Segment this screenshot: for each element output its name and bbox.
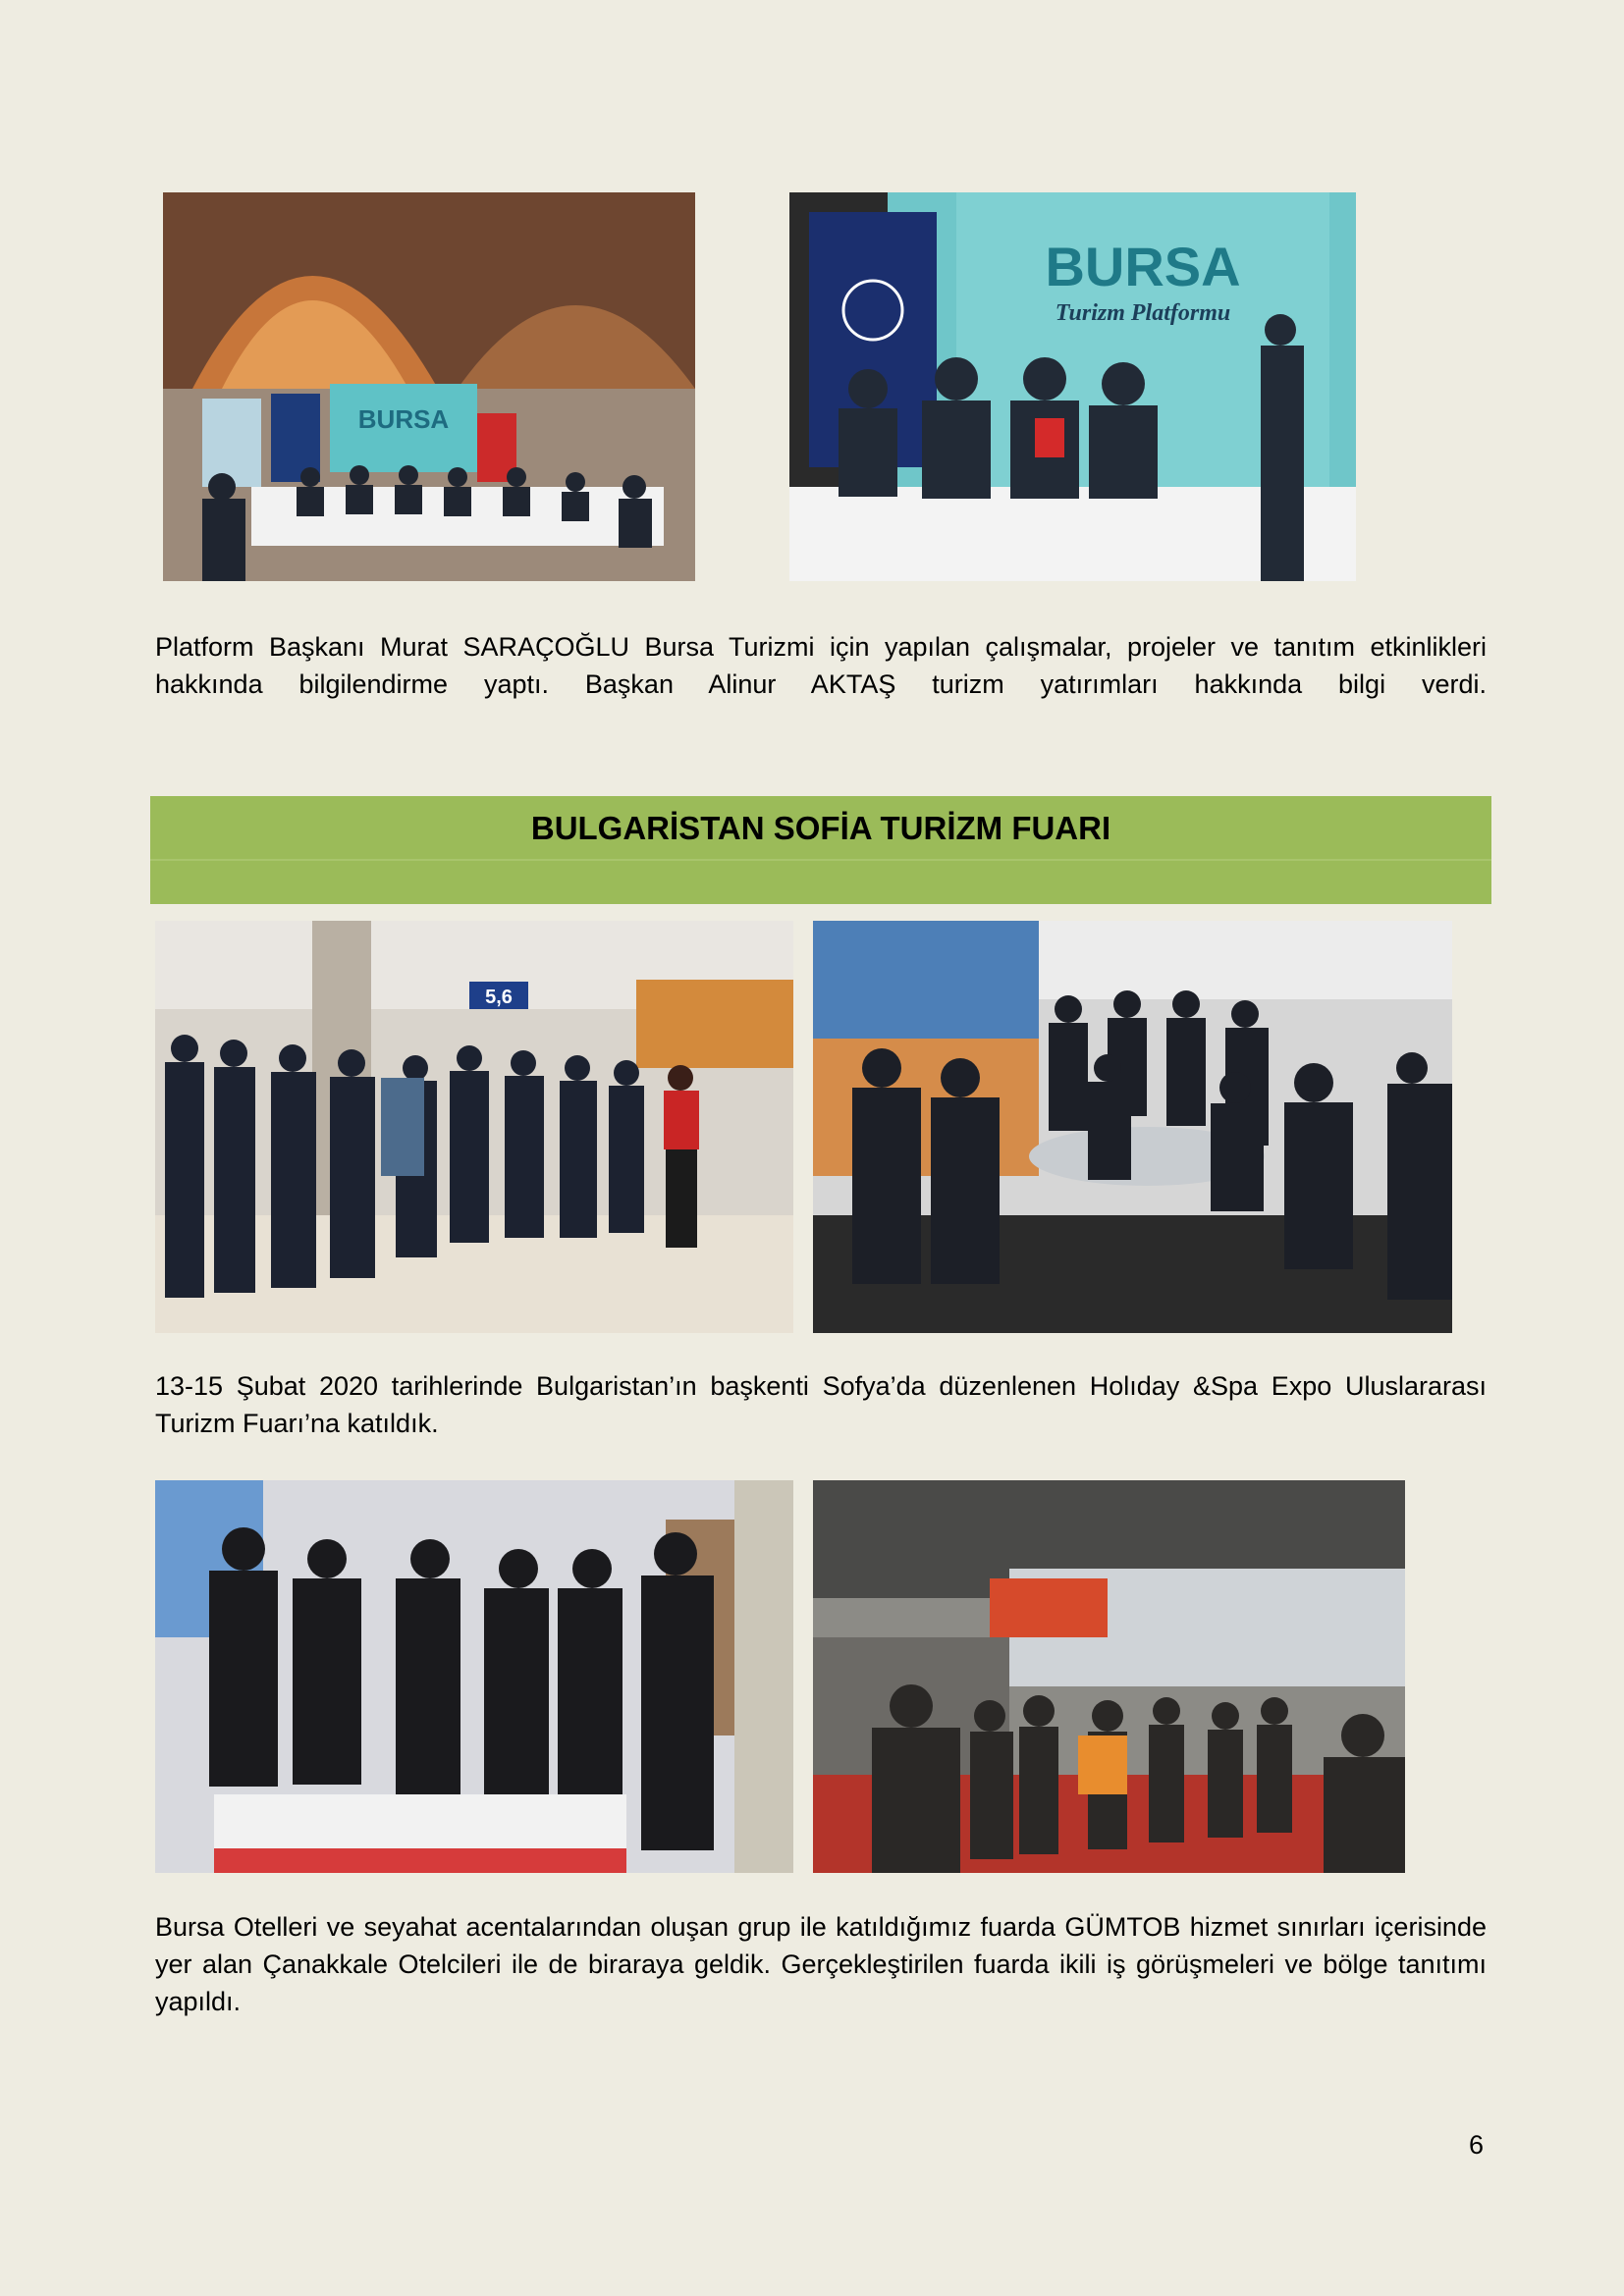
- photo-meeting-hall: [163, 192, 695, 581]
- photo1-logo: BURSA: [357, 404, 450, 434]
- photo3-sign: 5,6: [485, 987, 513, 1008]
- paragraph-sofia-fair: 13-15 Şubat 2020 tarihlerinde Bulgaristan’ın başkenti Sofya’da düzenlenen Holıday &Spa Expo Uluslararası Turizm Fuarı’na katıldık.: [155, 1371, 1487, 1438]
- paragraph-platform-meeting: Platform Başkanı Murat SARAÇOĞLU Bursa Turizmi için yapılan çalışmalar, projeler ve tanıtım etkinlikleri hakkında bilgilendirme yaptı. Başkan Alinur AKTAŞ turizm yatırımları hakkında bilgi verdi.: [155, 632, 1487, 699]
- photo-fair-hall: [813, 1480, 1405, 1873]
- photo-round-table: [813, 921, 1452, 1333]
- photo-speakers-table: [789, 192, 1356, 581]
- photo-group-entrance: [155, 921, 793, 1333]
- section-banner: [150, 796, 1491, 904]
- photo-booth-group: [155, 1480, 793, 1873]
- banner-title: BULGARİSTAN SOFİA TURİZM FUARI: [530, 810, 1111, 846]
- photo2-logo-sub: Turizm Platformu: [1055, 300, 1231, 326]
- photo2-logo: BURSA: [1045, 236, 1241, 297]
- page-number: 6: [1469, 2130, 1485, 2160]
- paragraph-bursa-hotels: Bursa Otelleri ve seyahat acentalarından oluşan grup ile katıldığımız fuarda GÜMTOB hizmet sınırları içerisinde yer alan Çanakkale Otelcileri ile de biraraya geldik. Gerçekleştirilen fuarda ikili iş görüşmeleri ve bölge tanıtımı yapıldı.: [155, 1912, 1487, 2016]
- banner-band: [150, 859, 1491, 861]
